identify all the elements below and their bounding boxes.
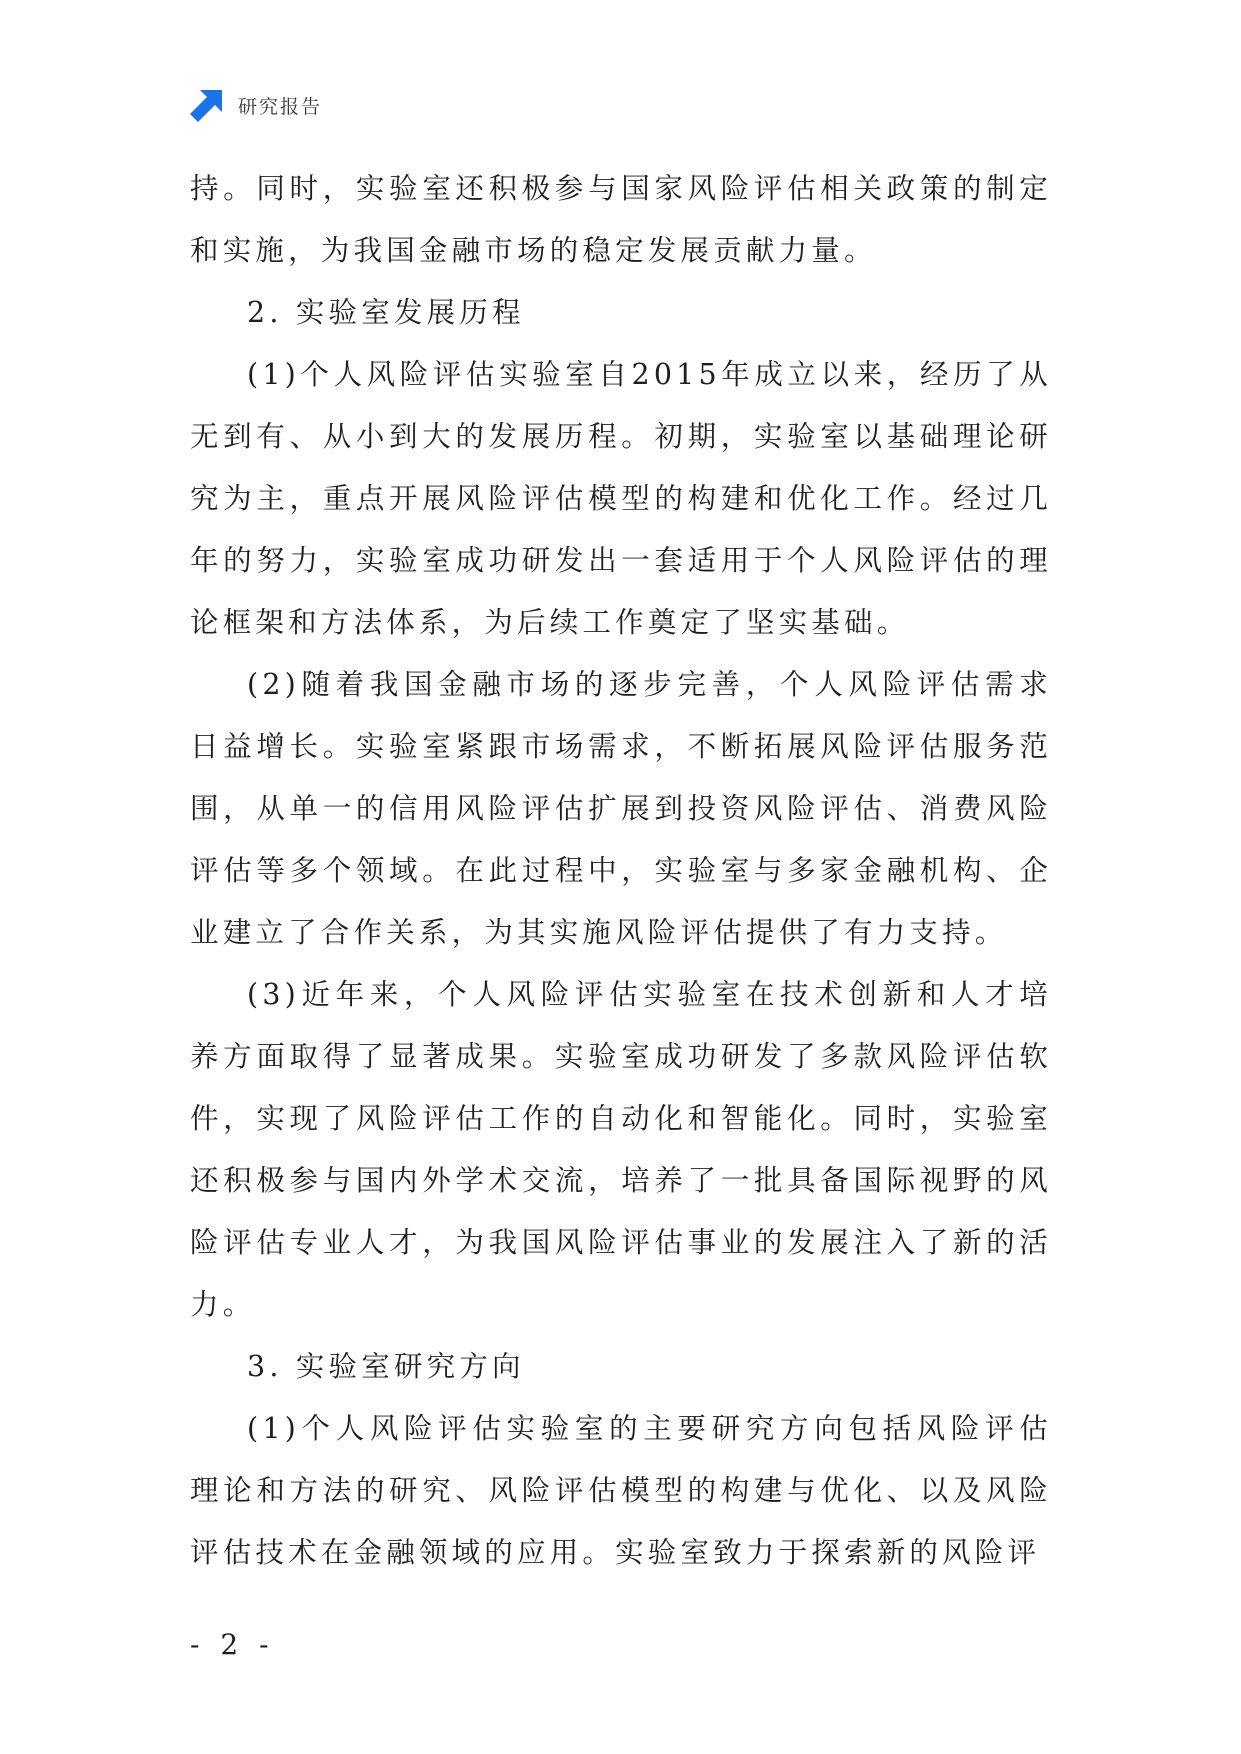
section-heading-research-direction: 3. 实验室研究方向 [247, 1350, 525, 1383]
header-title: 研究报告 [238, 95, 323, 118]
paragraph: (3)近年来，个人风险评估实验室在技术创新和人才培养方面取得了显著成果。实验室成功研发了多款风险评估软件，实现了风险评估工作的自动化和智能化。同时，实验室还积极参与国内外学术交流，培养了一批具备国际视野的风险评估专业人才，为我国风险评估事业的发展注入了新的活力。 [190, 978, 1052, 1321]
arrow-up-right-icon [190, 88, 224, 122]
paragraph: (1)个人风险评估实验室自2015年成立以来，经历了从无到有、从小到大的发展历程。初期，实验室以基础理论研究为主，重点开展风险评估模型的构建和优化工作。经过几年的努力，实验室成功研发出一套适用于个人风险评估的理论框架和方法体系，为后续工作奠定了坚实基础。 [190, 358, 1052, 639]
paragraph-continuation: 持。同时，实验室还积极参与国家风险评估相关政策的制定和实施，为我国金融市场的稳定发展贡献力量。 [190, 172, 1052, 267]
page-header [190, 88, 322, 122]
page-number: - 2 - [190, 1628, 275, 1661]
paragraph: (2)随着我国金融市场的逐步完善，个人风险评估需求日益增长。实验室紧跟市场需求，不断拓展风险评估服务范围，从单一的信用风险评估扩展到投资风险评估、消费风险评估等多个领域。在此过程中，实验室与多家金融机构、企业建立了合作关系，为其实施风险评估提供了有力支持。 [190, 668, 1052, 949]
paragraph: (1)个人风险评估实验室的主要研究方向包括风险评估理论和方法的研究、风险评估模型的构建与优化、以及风险评估技术在金融领域的应用。实验室致力于探索新的风险评 [190, 1412, 1052, 1569]
section-heading-development: 2. 实验室发展历程 [247, 296, 525, 329]
document-body [190, 158, 1052, 1584]
